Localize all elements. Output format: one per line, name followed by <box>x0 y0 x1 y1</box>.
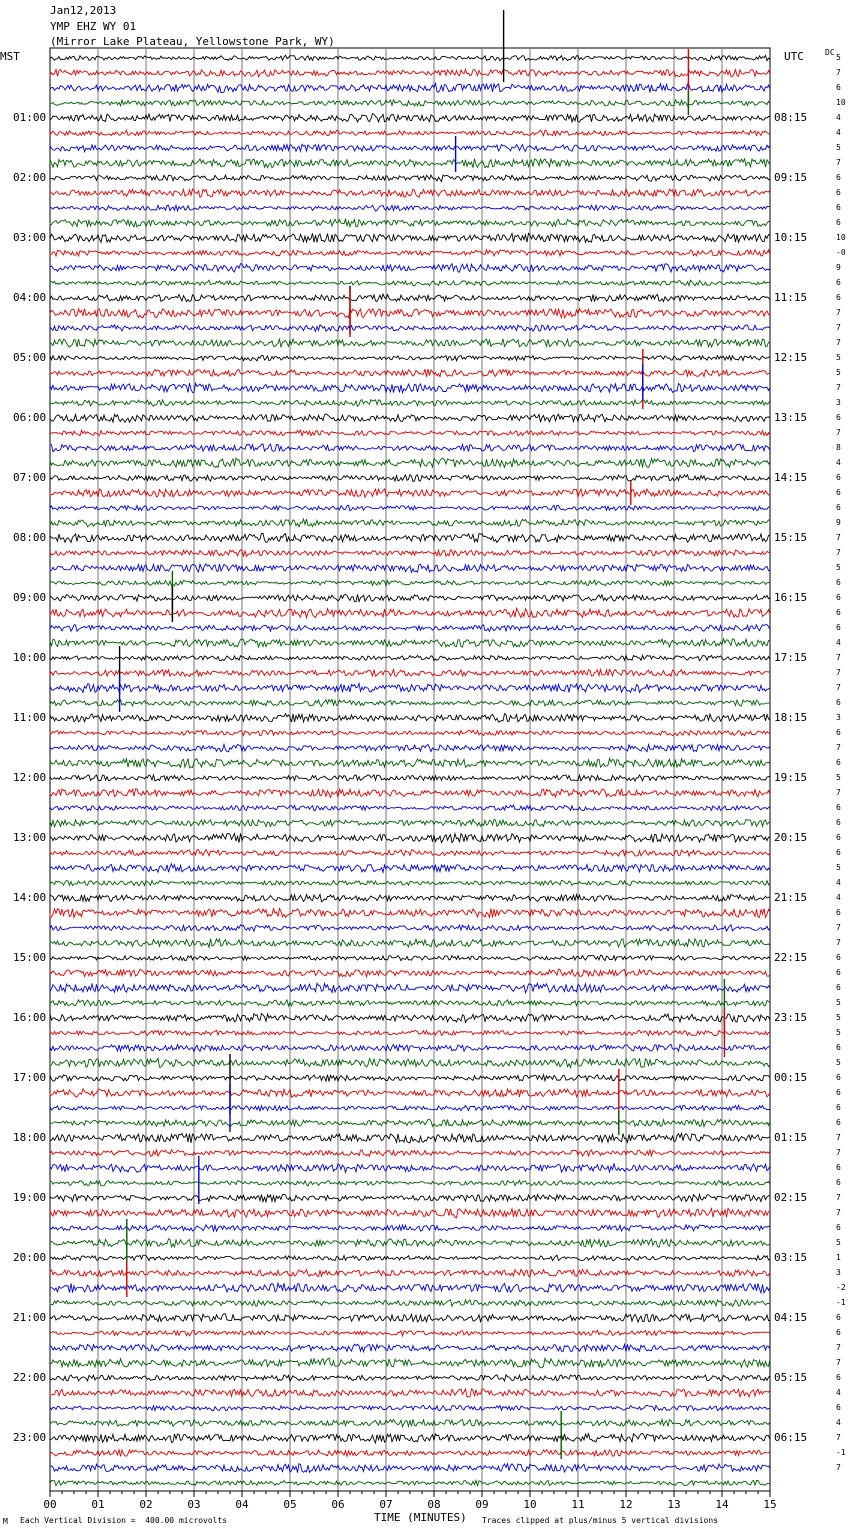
dc-offset-label: 4 <box>836 128 841 137</box>
trace-row <box>50 655 770 660</box>
right-hour-label: 13:15 <box>774 411 808 424</box>
x-tick-label: 00 <box>43 1498 57 1511</box>
x-tick-label: 12 <box>619 1498 633 1511</box>
left-hour-label: 23:00 <box>13 1431 47 1444</box>
left-hour-label: 04:00 <box>13 291 47 304</box>
dc-offset-label: 5 <box>836 53 841 62</box>
trace-row <box>50 1375 770 1382</box>
dc-offset-label: 5 <box>836 1058 841 1067</box>
corner-mark: M <box>3 1517 8 1526</box>
trace-row <box>50 1330 770 1336</box>
trace-row <box>50 175 770 181</box>
dc-offset-label: 7 <box>836 1148 841 1157</box>
x-tick-label: 03 <box>187 1498 201 1511</box>
chart-date: Jan12,2013 <box>50 4 117 17</box>
dc-offset-label: 5 <box>836 563 841 572</box>
right-hour-label: 02:15 <box>774 1191 808 1204</box>
dc-offset-label: 6 <box>836 1088 841 1097</box>
dc-offset-label: 5 <box>836 773 841 782</box>
dc-offset-label: 7 <box>836 68 841 77</box>
trace-row <box>50 1225 770 1232</box>
dc-offset-label: 3 <box>836 398 841 407</box>
left-hour-label: 10:00 <box>13 651 47 664</box>
x-axis <box>43 1491 776 1511</box>
right-hour-label: 23:15 <box>774 1011 808 1024</box>
left-hour-label: 17:00 <box>13 1071 47 1084</box>
dc-offset-label: 5 <box>836 1013 841 1022</box>
left-hour-label: 14:00 <box>13 891 47 904</box>
trace-row <box>50 1300 770 1307</box>
left-hour-label: 02:00 <box>13 171 47 184</box>
trace-row <box>50 580 770 586</box>
trace-row <box>50 1314 770 1322</box>
dc-offset-label: 6 <box>836 608 841 617</box>
right-hour-label: 11:15 <box>774 291 808 304</box>
dc-offset-label: 6 <box>836 968 841 977</box>
trace-row <box>50 1208 770 1217</box>
left-timezone-label: MST <box>0 50 20 63</box>
dc-offset-label: 6 <box>836 593 841 602</box>
trace-row <box>50 309 770 318</box>
dc-offset-label: 6 <box>836 278 841 287</box>
right-hour-label: 18:15 <box>774 711 808 724</box>
trace-row <box>50 1014 770 1023</box>
dc-offset-label: 4 <box>836 878 841 887</box>
dc-offset-label: 6 <box>836 1073 841 1082</box>
left-hour-label: 13:00 <box>13 831 47 844</box>
trace-row <box>50 489 770 497</box>
dc-offset-label: 7 <box>836 1208 841 1217</box>
trace-row <box>50 369 770 377</box>
trace-row <box>50 219 770 227</box>
station-location: (Mirror Lake Plateau, Yellowstone Park, WY) <box>50 35 335 48</box>
dc-offset-label: 6 <box>836 578 841 587</box>
trace-row <box>50 114 770 122</box>
dc-offset-label: 6 <box>836 218 841 227</box>
clip-note: Traces clipped at plus/minus 5 vertical divisions <box>482 1516 719 1525</box>
dc-offset-label: 7 <box>836 923 841 932</box>
x-tick-label: 11 <box>571 1498 585 1511</box>
trace-row <box>50 414 770 423</box>
dc-offset-label: 6 <box>836 503 841 512</box>
dc-offset-label: 7 <box>836 1433 841 1442</box>
dc-offset-label: 7 <box>836 1463 841 1472</box>
right-hour-label: 10:15 <box>774 231 808 244</box>
trace-row <box>50 880 770 885</box>
trace-row <box>50 775 770 781</box>
dc-offset-label: 6 <box>836 818 841 827</box>
trace-row <box>50 1358 770 1368</box>
dc-offset-label: 6 <box>836 848 841 857</box>
right-hour-label: 12:15 <box>774 351 808 364</box>
trace-row <box>50 1283 770 1293</box>
trace-row <box>50 594 770 601</box>
trace-row <box>50 1133 770 1143</box>
trace-row <box>50 550 770 557</box>
right-hour-label: 01:15 <box>774 1131 808 1144</box>
dc-offset-label: 5 <box>836 1028 841 1037</box>
dc-offset-label: 1 <box>836 1253 841 1262</box>
dc-offset-label: 10 <box>836 98 846 107</box>
trace-row <box>50 1030 770 1035</box>
trace-row <box>50 189 770 197</box>
dc-offset-label: 6 <box>836 473 841 482</box>
dc-offset-label: 6 <box>836 983 841 992</box>
right-hour-label: 15:15 <box>774 531 808 544</box>
trace-row <box>50 983 770 992</box>
trace-row <box>50 383 770 393</box>
trace-row <box>50 864 770 873</box>
trace-row <box>50 1344 770 1352</box>
trace-row <box>50 1194 770 1201</box>
x-tick-label: 10 <box>523 1498 537 1511</box>
dc-offset-label: -1 <box>836 1448 846 1457</box>
dc-offset-label: 5 <box>836 353 841 362</box>
left-hour-label: 21:00 <box>13 1311 47 1324</box>
trace-row <box>50 430 770 436</box>
dc-offset-label: 5 <box>836 143 841 152</box>
dc-offset-label: 6 <box>836 1313 841 1322</box>
dc-offset-label: 7 <box>836 533 841 542</box>
trace-row <box>50 683 770 692</box>
x-tick-label: 01 <box>91 1498 105 1511</box>
trace-row <box>50 833 770 842</box>
dc-offset-label: 6 <box>836 1373 841 1382</box>
trace-row <box>50 700 770 707</box>
trace-row <box>50 1105 770 1111</box>
trace-row <box>50 325 770 332</box>
right-hour-label: 16:15 <box>774 591 808 604</box>
x-tick-label: 13 <box>667 1498 681 1511</box>
x-tick-label: 02 <box>139 1498 153 1511</box>
trace-row <box>50 130 770 136</box>
dc-offset-label: 4 <box>836 893 841 902</box>
trace-row <box>50 1269 770 1276</box>
x-tick-label: 04 <box>235 1498 249 1511</box>
dc-offset-label: 4 <box>836 638 841 647</box>
dc-offset-label: 7 <box>836 158 841 167</box>
dc-offset-label: 7 <box>836 1343 841 1352</box>
left-hour-label: 12:00 <box>13 771 47 784</box>
right-hour-label: 20:15 <box>774 831 808 844</box>
dc-offset-label: 4 <box>836 1388 841 1397</box>
trace-row <box>50 250 770 256</box>
dc-offset-label: 6 <box>836 623 841 632</box>
trace-row <box>50 205 770 211</box>
trace-row <box>50 1089 770 1098</box>
scale-note: Each Vertical Division = 400.00 microvolts <box>20 1516 228 1525</box>
dc-offset-label: 6 <box>836 413 841 422</box>
trace-row <box>50 759 770 768</box>
trace-row <box>50 1464 770 1473</box>
dc-offset-label: 6 <box>836 758 841 767</box>
x-tick-label: 05 <box>283 1498 297 1511</box>
dc-offset-label: 6 <box>836 1178 841 1187</box>
right-timezone-label: UTC <box>784 50 804 63</box>
dc-offset-label: 7 <box>836 1358 841 1367</box>
trace-row <box>50 159 770 168</box>
x-tick-label: 14 <box>715 1498 729 1511</box>
dc-offset-label: 4 <box>836 1418 841 1427</box>
x-axis-title: TIME (MINUTES) <box>374 1511 467 1524</box>
right-hour-label: 04:15 <box>774 1311 808 1324</box>
trace-row <box>50 1164 770 1173</box>
right-hour-label: 17:15 <box>774 651 808 664</box>
right-hour-label: 05:15 <box>774 1371 808 1384</box>
left-hour-label: 03:00 <box>13 231 47 244</box>
trace-row <box>50 233 770 242</box>
trace-row <box>50 1150 770 1157</box>
trace-row <box>50 955 770 961</box>
x-tick-label: 09 <box>475 1498 489 1511</box>
trace-row <box>50 714 770 722</box>
dc-offset-label: 7 <box>836 743 841 752</box>
dc-offset-label: 7 <box>836 548 841 557</box>
dc-offset-label: 7 <box>836 938 841 947</box>
trace-row <box>50 908 770 917</box>
trace-row <box>50 505 770 511</box>
trace-row <box>50 608 770 617</box>
dc-offset-label: 7 <box>836 683 841 692</box>
dc-offset-label: 8 <box>836 443 841 452</box>
right-hour-label: 03:15 <box>774 1251 808 1264</box>
trace-row <box>50 1419 770 1426</box>
trace-row <box>50 280 770 286</box>
dc-offset-label: 6 <box>836 293 841 302</box>
right-hour-label: 22:15 <box>774 951 808 964</box>
left-hour-label: 20:00 <box>13 1251 47 1264</box>
dc-offset-label: 3 <box>836 713 841 722</box>
trace-row <box>50 400 770 406</box>
trace-row <box>50 294 770 302</box>
dc-offset-label: 7 <box>836 653 841 662</box>
trace-row <box>50 83 770 92</box>
left-hour-label: 11:00 <box>13 711 47 724</box>
dc-offset-label: 5 <box>836 1238 841 1247</box>
dc-offset-label: 9 <box>836 518 841 527</box>
trace-row <box>50 1180 770 1186</box>
dc-offset-label: 7 <box>836 668 841 677</box>
right-hour-label: 21:15 <box>774 891 808 904</box>
dc-offset-label: 4 <box>836 113 841 122</box>
trace-row <box>50 1255 770 1261</box>
dc-offset-label: 6 <box>836 488 841 497</box>
trace-row <box>50 100 770 106</box>
trace-row <box>50 355 770 361</box>
left-hour-label: 16:00 <box>13 1011 47 1024</box>
dc-offset-label: 6 <box>836 1163 841 1172</box>
trace-row <box>50 534 770 543</box>
dc-offset-label: -1 <box>836 1298 846 1307</box>
left-hour-label: 09:00 <box>13 591 47 604</box>
right-hour-label: 08:15 <box>774 111 808 124</box>
trace-row <box>50 789 770 798</box>
dc-offset-label: 6 <box>836 173 841 182</box>
trace-row <box>50 1058 770 1067</box>
trace-row <box>50 1480 770 1485</box>
trace-row <box>50 1044 770 1051</box>
dc-offset-label: 6 <box>836 1223 841 1232</box>
left-hour-label: 15:00 <box>13 951 47 964</box>
trace-row <box>50 339 770 348</box>
left-hour-label: 18:00 <box>13 1131 47 1144</box>
trace-row <box>50 519 770 527</box>
trace-row <box>50 969 770 976</box>
dc-offset-label: 7 <box>836 383 841 392</box>
right-hour-label: 14:15 <box>774 471 808 484</box>
left-hour-label: 19:00 <box>13 1191 47 1204</box>
left-hour-label: 07:00 <box>13 471 47 484</box>
trace-row <box>50 639 770 647</box>
dc-offset-label: 7 <box>836 323 841 332</box>
trace-row <box>50 669 770 676</box>
seismic-traces <box>50 55 770 1486</box>
dc-offset-label: -0 <box>836 248 846 257</box>
left-hour-label: 08:00 <box>13 531 47 544</box>
trace-row <box>50 850 770 856</box>
trace-row <box>50 805 770 811</box>
left-hour-label: 06:00 <box>13 411 47 424</box>
dc-offset-label: 7 <box>836 788 841 797</box>
trace-row <box>50 1433 770 1443</box>
trace-row <box>50 1405 770 1410</box>
dc-offset-label: 6 <box>836 188 841 197</box>
left-hour-label: 22:00 <box>13 1371 47 1384</box>
trace-row <box>50 1119 770 1127</box>
trace-row <box>50 925 770 932</box>
trace-row <box>50 444 770 452</box>
dc-offset-label: 6 <box>836 1118 841 1127</box>
trace-row <box>50 69 770 77</box>
x-tick-label: 15 <box>763 1498 777 1511</box>
trace-row <box>50 1075 770 1082</box>
trace-row <box>50 894 770 901</box>
trace-row <box>50 264 770 273</box>
trace-row <box>50 939 770 948</box>
station-name: YMP EHZ WY 01 <box>50 20 137 33</box>
dc-offset-label: 6 <box>836 953 841 962</box>
right-hour-label: 09:15 <box>774 171 808 184</box>
trace-row <box>50 1389 770 1397</box>
dc-offset-label: 6 <box>836 1403 841 1412</box>
right-hour-label: 06:15 <box>774 1431 808 1444</box>
trace-row <box>50 144 770 151</box>
right-hour-label: 19:15 <box>774 771 808 784</box>
dc-header-label: DC <box>825 48 835 57</box>
trace-row <box>50 744 770 751</box>
dc-offset-label: 5 <box>836 368 841 377</box>
trace-row <box>50 730 770 736</box>
trace-row <box>50 1450 770 1457</box>
dc-offset-label: 5 <box>836 863 841 872</box>
dc-offset-label: 10 <box>836 233 846 242</box>
dc-offset-label: 9 <box>836 263 841 272</box>
dc-offset-label: 6 <box>836 1043 841 1052</box>
trace-row <box>50 1000 770 1006</box>
dc-offset-label: 6 <box>836 728 841 737</box>
dc-offset-label: 6 <box>836 1103 841 1112</box>
left-hour-label: 01:00 <box>13 111 47 124</box>
trace-row <box>50 55 770 61</box>
trace-row <box>50 458 770 467</box>
trace-row <box>50 564 770 573</box>
trace-row <box>50 475 770 482</box>
x-tick-label: 08 <box>427 1498 441 1511</box>
dc-offset-label: 7 <box>836 428 841 437</box>
x-tick-label: 06 <box>331 1498 345 1511</box>
trace-row <box>50 625 770 632</box>
dc-offset-label: 6 <box>836 908 841 917</box>
dc-offset-label: 6 <box>836 1328 841 1337</box>
dc-offset-label: 6 <box>836 698 841 707</box>
dc-offset-label: 6 <box>836 833 841 842</box>
x-tick-label: 07 <box>379 1498 393 1511</box>
dc-offset-label: -2 <box>836 1283 846 1292</box>
dc-offset-label: 6 <box>836 203 841 212</box>
dc-offset-label: 6 <box>836 803 841 812</box>
dc-offset-label: 5 <box>836 998 841 1007</box>
dc-offset-label: 6 <box>836 83 841 92</box>
trace-row <box>50 1239 770 1247</box>
dc-offset-label: 4 <box>836 458 841 467</box>
dc-offset-label: 7 <box>836 1193 841 1202</box>
dc-offset-label: 3 <box>836 1268 841 1277</box>
dc-offset-label: 7 <box>836 1133 841 1142</box>
trace-row <box>50 819 770 826</box>
dc-offset-label: 7 <box>836 308 841 317</box>
right-hour-label: 00:15 <box>774 1071 808 1084</box>
left-hour-label: 05:00 <box>13 351 47 364</box>
dc-offset-label: 7 <box>836 338 841 347</box>
